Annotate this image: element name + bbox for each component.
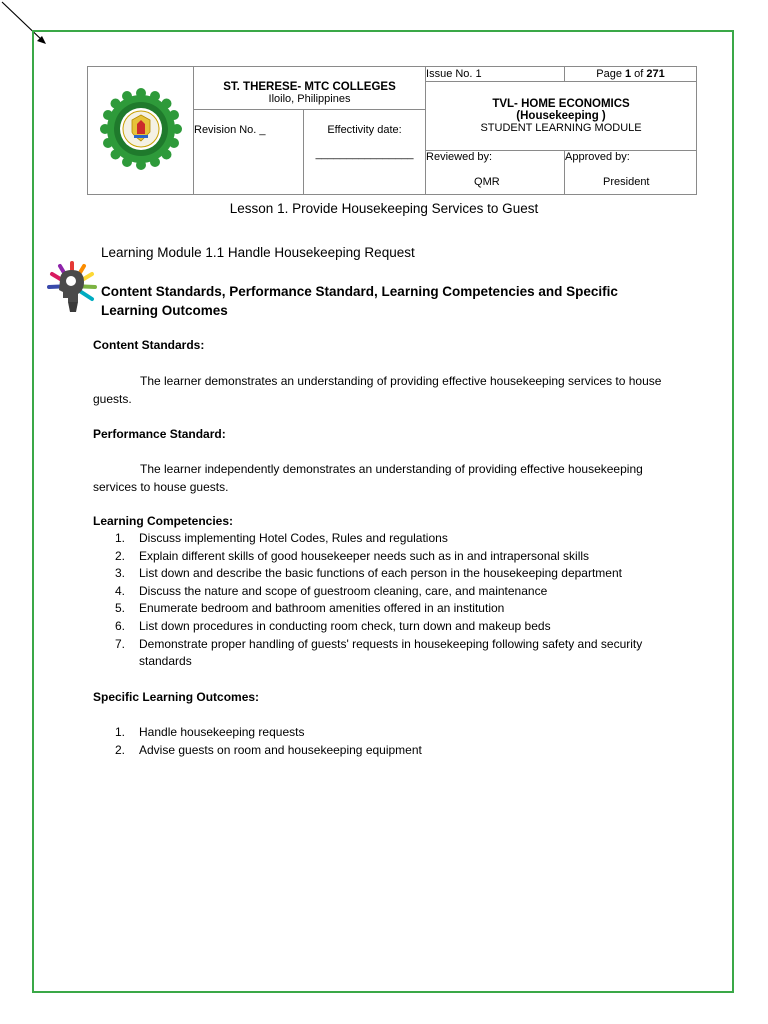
revision-cell: [194, 110, 304, 195]
content-standards-label: Content Standards:: [93, 338, 205, 352]
page-number: 1: [625, 68, 632, 80]
lesson-title: Lesson 1. Provide Housekeeping Services to Guest: [229, 201, 539, 216]
list-item: 2. Advise guests on room and housekeeping equipment: [115, 742, 422, 757]
performance-standard-label: Performance Standard:: [93, 427, 226, 441]
list-item: 2. Explain different skills of good housekeeper needs such as in and intrapersonal skills: [115, 548, 590, 563]
issue-cell: [426, 67, 565, 82]
module-title: Learning Module 1.1 Handle Housekeeping Request: [101, 245, 415, 260]
effectivity-label: Effectivity date:: [327, 124, 402, 136]
school-name: ST. THERESE- MTC COLLEGES: [223, 81, 396, 93]
effectivity-date-line: ________________: [315, 148, 414, 160]
content-standards-text: The learner demonstrates an understanding of providing effective housekeeping services to house guests.: [93, 374, 662, 406]
approved-by-label: Approved by:: [565, 151, 630, 163]
school-seal-logo: [100, 88, 182, 170]
program-title: TVL- HOME ECONOMICS: [492, 98, 630, 110]
page-total: 271: [646, 68, 665, 80]
school-cell: [194, 67, 426, 110]
approved-by: President: [603, 176, 650, 188]
reviewed-by: QMR: [474, 176, 500, 188]
school-location: Iloilo, Philippines: [268, 93, 351, 105]
specific-outcomes-label: Specific Learning Outcomes:: [93, 690, 260, 704]
learning-competencies-label: Learning Competencies:: [93, 514, 234, 528]
specific-outcomes-list: [93, 724, 653, 759]
list-item: 1. Discuss implementing Hotel Codes, Rules and regulations: [115, 531, 448, 545]
rainbow-brain-icon: [46, 260, 98, 318]
list-item: 5. Enumerate bedroom and bathroom amenities offered in an institution: [115, 601, 505, 616]
performance-standard-text: The learner independently demonstrates an understanding of providing effective housekeeping services to house guests.: [93, 462, 643, 494]
logo-cell: [88, 67, 194, 195]
module-type: STUDENT LEARNING MODULE: [480, 122, 642, 134]
list-item: 3. List down and describe the basic functions of each person in the housekeeping department: [115, 566, 622, 581]
program-specialization: (Housekeeping ): [516, 110, 606, 122]
learning-competencies-list: [93, 530, 653, 671]
approved-cell: [565, 151, 697, 195]
content-standards-heading: Content Standards, Performance Standard, Learning Competencies and Specific Learning Outcomes: [101, 284, 618, 318]
revision-number: Revision No. _: [194, 124, 266, 136]
reviewed-by-label: Reviewed by:: [426, 151, 493, 163]
list-item: 4. Discuss the nature and scope of guestroom cleaning, care, and maintenance: [115, 583, 548, 598]
program-cell: [426, 82, 697, 151]
reviewed-cell: [426, 151, 565, 195]
document-header-table: [87, 66, 697, 195]
issue-number: Issue No. 1: [426, 68, 482, 80]
list-item: 7. Demonstrate proper handling of guests' requests in housekeeping following safety and security standards: [115, 636, 643, 669]
page-cell: [565, 67, 697, 82]
effectivity-cell: [304, 110, 426, 195]
list-item: 1. Handle housekeeping requests: [115, 725, 305, 739]
page-label: Page 1 of 271: [596, 68, 665, 80]
list-item: 6. List down procedures in conducting room check, turn down and makeup beds: [115, 618, 551, 633]
